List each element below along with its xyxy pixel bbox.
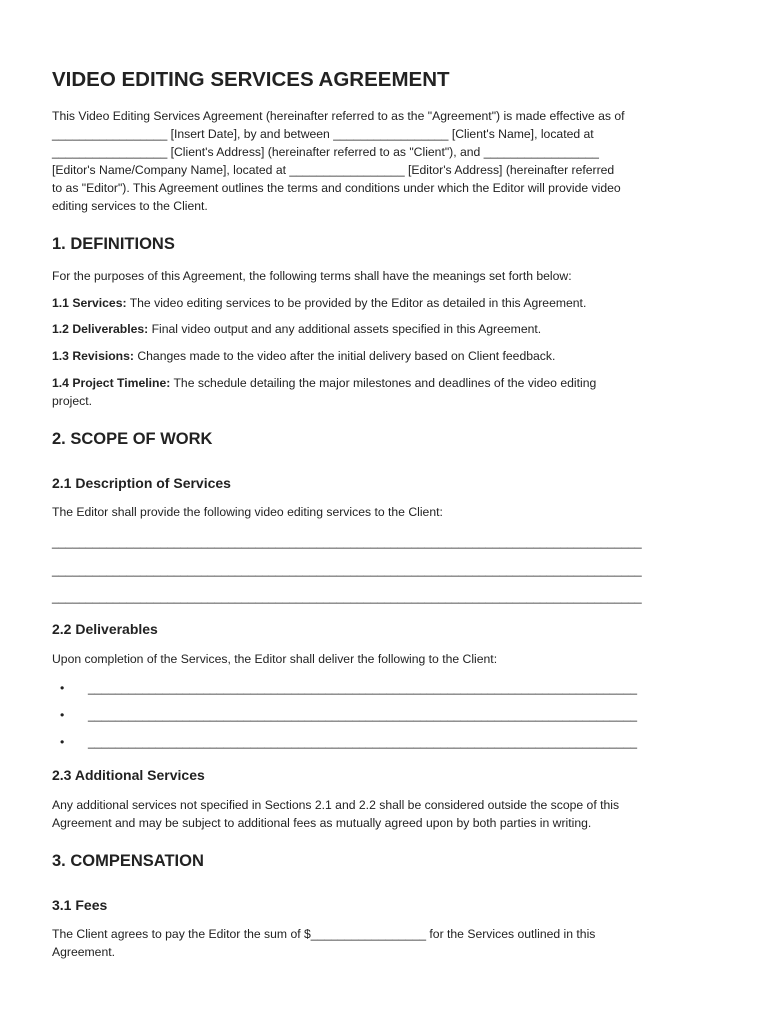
definition-item	[52, 320, 722, 338]
definition-term: 1.2 Deliverables:	[52, 322, 149, 336]
list-item	[60, 733, 637, 751]
definition-term: 1.1 Services:	[52, 296, 127, 310]
subsection-heading-deliverables: 2.2 Deliverables	[52, 621, 158, 637]
bullet-icon: •	[60, 708, 65, 722]
blank-line: _______________________________________________________________________________________	[52, 590, 642, 604]
paragraph-line: Agreement and may be subject to additional fees as mutually agreed upon by both parties in writing.	[52, 816, 592, 830]
blank-line: _________________________________________________________________________________	[88, 708, 638, 722]
intro-line: _________________ [Client's Address] (hereinafter referred to as "Client"), and _________________	[52, 145, 599, 159]
blank-line: _________________________________________________________________________________	[88, 735, 638, 749]
intro-line: This Video Editing Services Agreement (hereinafter referred to as the "Agreement") is made effective as of	[52, 109, 625, 123]
paragraph-line: Any additional services not specified in Sections 2.1 and 2.2 shall be considered outside the scope of this	[52, 798, 620, 812]
definition-item	[52, 347, 722, 365]
section-heading-scope: 2. SCOPE OF WORK	[52, 430, 213, 448]
paragraph-line: Agreement.	[52, 945, 116, 959]
subsection-heading-fees: 3.1 Fees	[52, 897, 108, 913]
definition-item	[52, 374, 722, 410]
definition-term: 1.3 Revisions:	[52, 349, 134, 363]
bullet-icon: •	[60, 735, 65, 749]
definition-term: 1.4 Project Timeline:	[52, 376, 171, 390]
fees-text	[52, 925, 722, 961]
blank-line: _______________________________________________________________________________________	[52, 563, 642, 577]
intro-line: editing services to the Client.	[52, 199, 208, 213]
list-item	[60, 706, 637, 724]
section-heading-compensation: 3. COMPENSATION	[52, 852, 204, 870]
additional-text	[52, 796, 722, 832]
intro-paragraph	[52, 107, 722, 215]
intro-line: to as "Editor"). This Agreement outlines the terms and conditions under which the Editor will provide video	[52, 181, 621, 195]
intro-line: [Editor's Name/Company Name], located at _________________ [Editor's Address] (hereinafter referred	[52, 163, 615, 177]
blank-line: _______________________________________________________________________________________	[52, 535, 642, 549]
definition-text: Changes made to the video after the initial delivery based on Client feedback.	[133, 349, 556, 363]
deliverables-text: Upon completion of the Services, the Editor shall deliver the following to the Client:	[52, 652, 498, 666]
blank-line: _________________________________________________________________________________	[88, 681, 638, 695]
section-heading-definitions: 1. DEFINITIONS	[52, 235, 175, 253]
subsection-heading-description: 2.1 Description of Services	[52, 475, 231, 491]
intro-line: _________________ [Insert Date], by and between _________________ [Client's Name], located at	[52, 127, 594, 141]
bullet-icon: •	[60, 681, 65, 695]
subsection-heading-additional: 2.3 Additional Services	[52, 767, 205, 783]
definition-text: The schedule detailing the major milestones and deadlines of the video editing	[170, 376, 597, 390]
paragraph-line: The Client agrees to pay the Editor the sum of $_________________ for the Services outlined in this	[52, 927, 596, 941]
definition-text: The video editing services to be provided by the Editor as detailed in this Agreement.	[126, 296, 587, 310]
definitions-lead: For the purposes of this Agreement, the following terms shall have the meanings set forth below:	[52, 269, 572, 283]
list-item	[60, 679, 637, 697]
definition-text: project.	[52, 394, 92, 408]
definition-item	[52, 294, 722, 312]
document-title: VIDEO EDITING SERVICES AGREEMENT	[52, 68, 450, 91]
description-text: The Editor shall provide the following video editing services to the Client:	[52, 505, 443, 519]
definition-text: Final video output and any additional assets specified in this Agreement.	[148, 322, 542, 336]
